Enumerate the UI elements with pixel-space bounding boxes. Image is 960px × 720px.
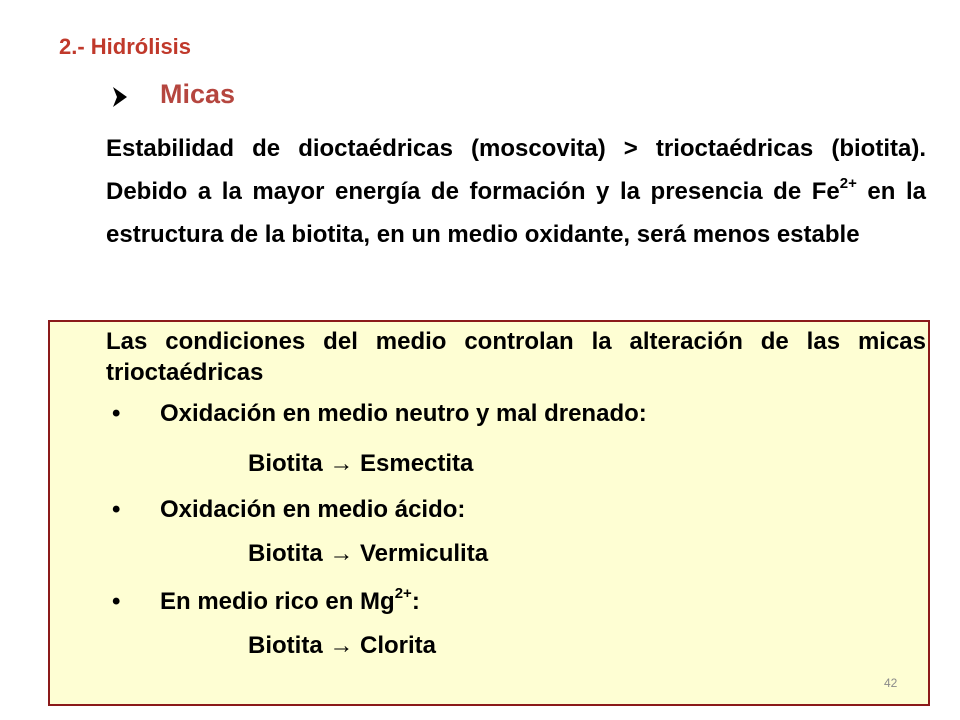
iron-charge-superscript: 2+ <box>839 175 857 192</box>
result-esmectita: Biotita → Esmectita <box>248 450 474 477</box>
bullet-dot: • <box>112 496 121 523</box>
condition-mg-colon: : <box>411 588 420 615</box>
magnesium-charge-superscript: 2+ <box>394 585 412 602</box>
subtitle: Micas <box>160 79 236 109</box>
arrowhead-bullet-icon <box>112 86 128 108</box>
section-title: 2.- Hidrólisis <box>59 34 192 59</box>
conditions-intro: Las condiciones del medio controlan la alteración de las micas trioctaédricas <box>106 328 926 386</box>
paragraph-text-end: en la estructura de la biotita, en un medio oxidante, será menos estable <box>106 178 927 248</box>
result-vermiculita: Biotita → Vermiculita <box>248 540 489 567</box>
bullet-dot: • <box>112 588 121 615</box>
condition-acid-oxidation: Oxidación en medio ácido: <box>160 496 466 523</box>
bullet-dot: • <box>112 400 121 427</box>
result-clorita: Biotita → Clorita <box>248 632 437 659</box>
condition-neutral-oxidation: Oxidación en medio neutro y mal drenado: <box>160 400 647 427</box>
paragraph-text-start: Estabilidad de dioctaédricas (moscovita) > trioctaédricas (biotita). Debido a la mayor energía de formación y la presencia de Fe <box>106 135 926 205</box>
condition-mg-rich <box>160 585 420 616</box>
intro-paragraph <box>106 127 926 256</box>
condition-mg-text: En medio rico en Mg <box>160 588 395 615</box>
page-number: 42 <box>884 676 898 690</box>
